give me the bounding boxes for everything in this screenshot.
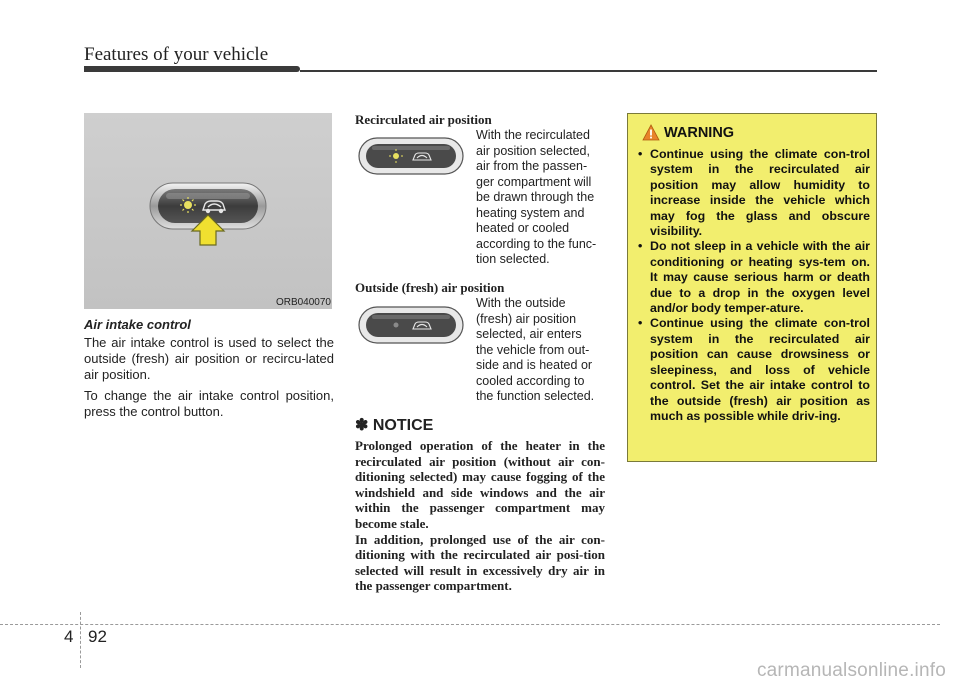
warning-item: • Continue using the climate con-trol system in the recirculated air position can cause drowsiness or sleepiness, and loss of vehicle control. Set the air intake control to the outside (fresh) air position as much as possible while driv-ing. xyxy=(638,316,870,424)
notice-body xyxy=(355,438,605,594)
notice-paragraph: Prolonged operation of the heater in the recirculated air position (without air con-ditioning selected) may cause fogging of the windshield and side windows and the air within the passenger compartment may become stale. xyxy=(355,438,605,531)
warning-item: • Do not sleep in a vehicle with the air conditioning or heating sys-tem on. It may cause serious harm or death due to a drop in the oxygen level and/or body temper-ature. xyxy=(638,239,870,316)
notice-title: ✽ NOTICE xyxy=(355,417,434,434)
recirculated-heading: Recirculated air position xyxy=(355,112,492,127)
footer-divider xyxy=(0,624,940,625)
control-button-illustration xyxy=(84,113,332,309)
footer-vertical-divider xyxy=(80,612,81,668)
notice-paragraph: In addition, prolonged use of the air con-ditioning with the recirculated air posi-tion selected will result in excessively dry air in the passenger compartment. xyxy=(355,531,605,594)
chapter-number: 4 xyxy=(64,627,74,646)
header-rule xyxy=(300,70,877,72)
warning-title: WARNING xyxy=(664,125,735,141)
figure-code: ORB040070 xyxy=(275,297,331,308)
warning-list xyxy=(638,147,870,424)
outside-heading: Outside (fresh) air position xyxy=(355,280,505,295)
recirculated-button-icon xyxy=(358,134,464,178)
indicator-light-icon xyxy=(394,323,399,328)
recirculated-description: With the recirculated air position selected, air from the passen- ger compartment will be drawn through the heating system and heated or cooled according to the func- tion selected. xyxy=(476,128,597,266)
page-number: 92 xyxy=(88,627,107,646)
warning-triangle-icon xyxy=(642,124,660,141)
air-intake-button-photo xyxy=(84,113,332,309)
watermark: carmanualsonline.info xyxy=(756,660,946,681)
page-header-title: Features of your vehicle xyxy=(84,44,269,65)
instruction-paragraph: To change the air intake control position, press the control button. xyxy=(84,388,334,419)
warning-box xyxy=(627,113,877,462)
outside-button-icon xyxy=(358,303,464,347)
warning-item: • Continue using the climate con-trol system in the recirculated air position may allow humidity to increase inside the vehicle which may fog the glass and obscure visibility. xyxy=(638,147,870,239)
outside-description: With the outside (fresh) air position selected, air enters the vehicle from out- side and is heated or cooled according to the function selected. xyxy=(476,296,595,403)
header-accent-bar xyxy=(84,66,300,72)
intro-paragraph: The air intake control is used to select the outside (fresh) air position or recircu-lated air position. xyxy=(84,335,334,382)
section-heading: Air intake control xyxy=(84,317,191,332)
